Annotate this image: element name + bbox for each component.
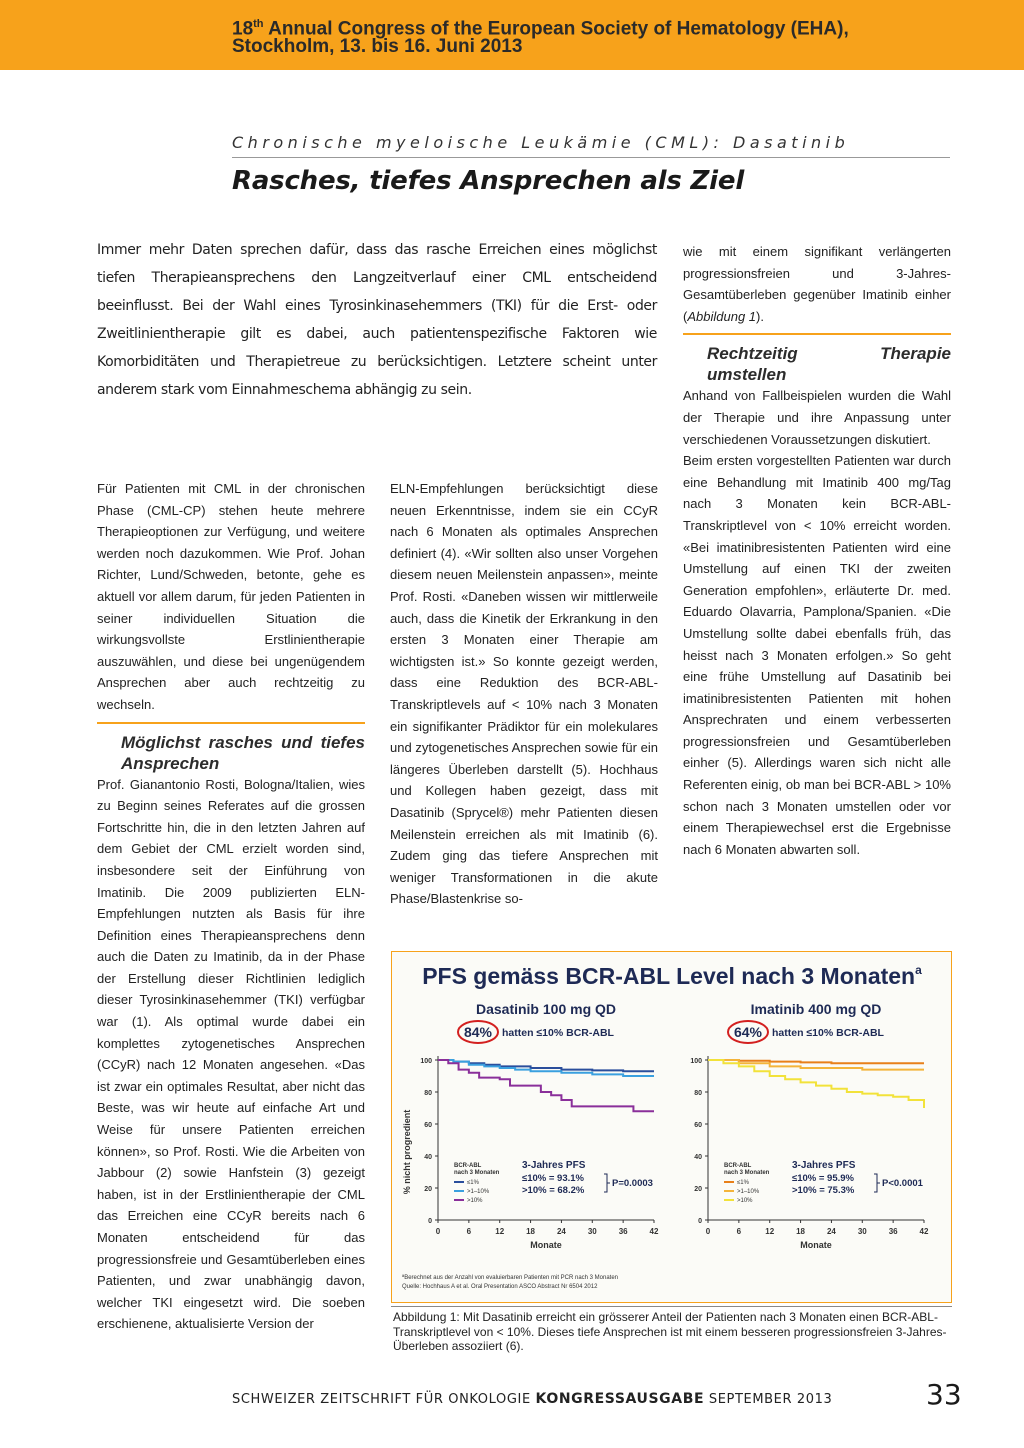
paragraph: ELN-Empfehlungen berücksichtigt diese neuen Erkenntnisse, indem sie ein CCyR nach 6 Monaten als optimales Ansprechen definiert (4). «Wir sollten also unser Vorgehen diesem neuen Meilenstein anpassen», meinte Prof. Rosti. «Daneben wissen wir mittlerweile auch, dass die Kinetik der Erkrankung in den ersten 3 Monaten einer Therapie am wichtigsten ist.» So konnte gezeigt werden, dass eine Reduktion des BCR-ABL-Transkriptlevels auf < 10% nach 3 Monaten ein signifikanter Prädiktor für ein molekulares und zytogenetisches Ansprechen sowie für ein längeres Überleben darstellt (5). Hochhaus und Kollegen haben gezeigt, dass mit Dasatinib (Sprycel®) mehr Patienten diesen Meilenstein erreichen als mit Imatinib (6). Zudem ging das tiefere Ansprechen mit weniger Transformationen in die akute Phase/Blastenkrise so- <box>390 481 658 907</box>
legend-title: BCR-ABL <box>454 1163 482 1169</box>
x-tick-label: 36 <box>618 1227 628 1236</box>
highlight-value: 64% <box>733 1024 763 1040</box>
figure-footnote: ªBerechnet aus der Anzahl von evaluierbaren Patienten mit PCR nach 3 Monaten <box>402 1275 619 1281</box>
p-value: P=0.0003 <box>612 1178 653 1189</box>
subheading: Rechtzeitig Therapie umstellen <box>707 344 951 385</box>
y-tick-label: 0 <box>428 1218 432 1225</box>
body-column-3 <box>683 241 951 860</box>
y-tick-label: 60 <box>694 1122 702 1129</box>
article-title: Rasches, tiefes Ansprechen als Ziel <box>232 166 745 196</box>
stats-bracket <box>874 1174 880 1192</box>
p-value: P<0.0001 <box>882 1178 923 1189</box>
x-tick-label: 12 <box>495 1227 505 1236</box>
y-tick-label: 60 <box>424 1122 432 1129</box>
y-tick-label: 40 <box>694 1154 702 1161</box>
x-tick-label: 18 <box>796 1227 806 1236</box>
paragraph: wie mit einem signifikant verlängerten progressionsfreien und 3-Jahres-Gesamtüberleben gegenüber Imatinib einher (Abbildung 1). <box>683 244 951 324</box>
panel-title: Imatinib 400 mg QD <box>750 1001 882 1017</box>
subhead-divider <box>97 722 365 724</box>
x-tick-label: 0 <box>705 1227 711 1236</box>
body-column-1 <box>97 478 365 1335</box>
stats-value: ≤10% = 93.1% <box>522 1173 584 1184</box>
x-tick-label: 24 <box>826 1227 836 1236</box>
header-band <box>0 0 1024 70</box>
figure-box <box>391 951 952 1303</box>
x-tick-label: 18 <box>526 1227 536 1236</box>
x-axis-label: Monate <box>530 1240 562 1250</box>
y-tick-label: 100 <box>420 1058 432 1065</box>
y-tick-label: 20 <box>694 1186 702 1193</box>
legend-label: >1–10% <box>467 1189 490 1195</box>
legend-label: >10% <box>467 1198 483 1204</box>
figure-source: Quelle: Hochhaus A et al. Oral Presentation ASCO Abstract Nr 6504 2012 <box>402 1284 598 1290</box>
x-tick-label: 24 <box>556 1227 566 1236</box>
x-tick-label: 42 <box>649 1227 659 1236</box>
chart-title: PFS gemäss BCR-ABL Level nach 3 Monaten$^a$ <box>422 963 922 989</box>
panel-title: Dasatinib 100 mg QD <box>475 1001 617 1017</box>
x-tick-label: 30 <box>857 1227 867 1236</box>
highlight-text: hatten ≤10% BCR-ABL <box>502 1027 614 1039</box>
article-kicker: Chronische myeloische Leukämie (CML): Dasatinib <box>232 133 850 152</box>
x-tick-label: 6 <box>736 1227 742 1236</box>
y-tick-label: 100 <box>690 1058 702 1065</box>
kicker-divider <box>232 157 950 158</box>
paragraph: Prof. Gianantonio Rosti, Bologna/Italien, wies zu Beginn seines Referates auf die grossen Fortschritte hin, die in den letzten Jahren auf dem Gebiet der CML erzielt worden sind, insbesondere seit der Einführung von Imatinib. Die 2009 publizierten ELN-Empfehlungen nutzten als Basis für ihre Definition eines Therapieansprechens denn auch die Daten zu Imatinib, da in der Phase der Erstellung dieser Richtlinien lediglich dieser Tyrosinkinasehemmer (TKI) verfügbar war (1). Als optimal wurde dabei ein komplettes zytogenetisches Ansprechen (CCyR) nach 12 Monaten angesehen. «Das ist zwar ein optimales Resultat, aber nicht das Beste, was wir heute auf einfache Art und Weise für unsere Patienten erreichen können», so Prof. Rosti. Wie die Arbeiten von Jabbour (2) sowie Hanfstein (3) gezeigt haben, ist in der Erstlinientherapie der CML das Erreichen eine CCyR bereits nach 6 Monaten entscheidend für das progressionsfreie und Gesamtüberleben eines Patienten, und zwar unabhängig davon, welcher TKI eingesetzt wird. Die soeben erschienene, aktualisierte Version der <box>97 776 365 1332</box>
page-number: 33 <box>926 1378 962 1411</box>
figure-caption: Abbildung 1: Mit Dasatinib erreicht ein grösserer Anteil der Patienten nach 3 Monaten einen BCR-ABL-Transkriptlevel von < 10%. Dieses tiefe Ansprechen ist mit einem besseren progressionsfreien 3-Jahres-Überleben assoziiert (6). <box>393 1310 947 1353</box>
subhead-divider <box>683 333 951 335</box>
stats-value: >10% = 68.2% <box>522 1185 585 1196</box>
x-tick-label: 0 <box>435 1227 441 1236</box>
stats-value: >10% = 75.3% <box>792 1185 855 1196</box>
legend-label: >1–10% <box>737 1189 760 1195</box>
y-tick-label: 20 <box>424 1186 432 1193</box>
subheading: Möglichst rasches und tiefes Ansprechen <box>121 732 365 773</box>
paragraph: Anhand von Fallbeispielen wurden die Wahl der Therapie und ihre Anpassung unter verschiedenen Voraussetzungen diskutiert. <box>683 388 951 447</box>
y-axis-label: % nicht progredient <box>402 1109 412 1195</box>
highlight-text: hatten ≤10% BCR-ABL <box>772 1027 884 1039</box>
x-axis-label: Monate <box>800 1240 832 1250</box>
legend-subtitle: nach 3 Monaten <box>724 1170 770 1176</box>
legend-subtitle: nach 3 Monaten <box>454 1170 500 1176</box>
legend-title: BCR-ABL <box>724 1163 752 1169</box>
x-tick-label: 6 <box>466 1227 472 1236</box>
paragraph: Beim ersten vorgestellten Patienten war durch eine Behandlung mit Imatinib 400 mg/Tag nach 3 Monaten kein BCR-ABL-Transkriptlevel von < 10% erreicht worden. «Bei imatinibresistenten Patienten wird eine Umstellung auf einen TKI der zweiten Generation empfohlen», erläuterte Dr. med. Eduardo Olavarria, Pamplona/Spanien. «Die Umstellung sollte dabei ebenfalls früh, das heisst nach 3 Monaten erfolgen.» So geht eine frühe Umstellung auf Dasatinib bei imatinibresistenten Patienten mit hohen Ansprechraten und einem verbesserten progressionsfreien und Gesamtüberleben einher (5). Allerdings waren sich nicht alle Referenten einig, ob man bei BCR-ABL > 10% schon nach 3 Monaten umstellen oder vor einem Therapiewechsel erst die Ergebnisse nach 6 Monaten abwarten soll. <box>683 453 951 857</box>
stats-title: 3-Jahres PFS <box>792 1160 856 1171</box>
figure-reference[interactable]: Abbildung 1 <box>687 308 757 324</box>
congress-title: 18th Annual Congress of the European Society of Hematology (EHA), <box>232 18 849 40</box>
stats-title: 3-Jahres PFS <box>522 1160 586 1171</box>
y-tick-label: 80 <box>424 1090 432 1097</box>
legend-label: ≤1% <box>737 1180 749 1186</box>
caption-divider <box>391 1306 952 1307</box>
y-tick-label: 80 <box>694 1090 702 1097</box>
legend-label: >10% <box>737 1198 753 1204</box>
figure-chart <box>392 952 951 1302</box>
y-tick-label: 0 <box>698 1218 702 1225</box>
stats-bracket <box>604 1174 610 1192</box>
y-tick-label: 40 <box>424 1154 432 1161</box>
legend-label: ≤1% <box>467 1180 479 1186</box>
footer-journal: SCHWEIZER ZEITSCHRIFT FÜR ONKOLOGIE KONGRESSAUSGABE SEPTEMBER 2013 <box>232 1391 833 1407</box>
paragraph: Für Patienten mit CML in der chronischen Phase (CML-CP) stehen heute mehrere Therapieoptionen zur Verfügung, und weitere werden noch dazukommen. Wie Prof. Johan Richter, Lund/Schweden, betonte, gehe es aktuell vor allem darum, für jeden Patienten in seiner individuellen Situation die wirkungsvollste Erstlinientherapie auszuwählen, und diese bei ungenügendem Ansprechen aber auch rechtzeitig zu wechseln. <box>97 481 365 712</box>
stats-value: ≤10% = 95.9% <box>792 1173 854 1184</box>
lead-paragraph: Immer mehr Daten sprechen dafür, dass das rasche Erreichen eines möglichst tiefen Therapieansprechens den Langzeitverlauf einer CML entscheidend beeinflusst. Bei der Wahl eines Tyrosinkinasehemmers (TKI) für die Erst- oder Zweitlinientherapie gilt es dabei, auch patientenspezifische Faktoren wie Komorbiditäten und Therapietreue zu berücksichtigen. Letztere scheint unter anderem stark vom Einnahmeschema abhängig zu sein. <box>97 242 657 398</box>
x-tick-label: 42 <box>919 1227 929 1236</box>
x-tick-label: 12 <box>765 1227 775 1236</box>
x-tick-label: 30 <box>587 1227 597 1236</box>
congress-location: Stockholm, 13. bis 16. Juni 2013 <box>232 36 523 57</box>
highlight-value: 84% <box>463 1024 493 1040</box>
body-column-2 <box>390 478 658 910</box>
x-tick-label: 36 <box>888 1227 898 1236</box>
